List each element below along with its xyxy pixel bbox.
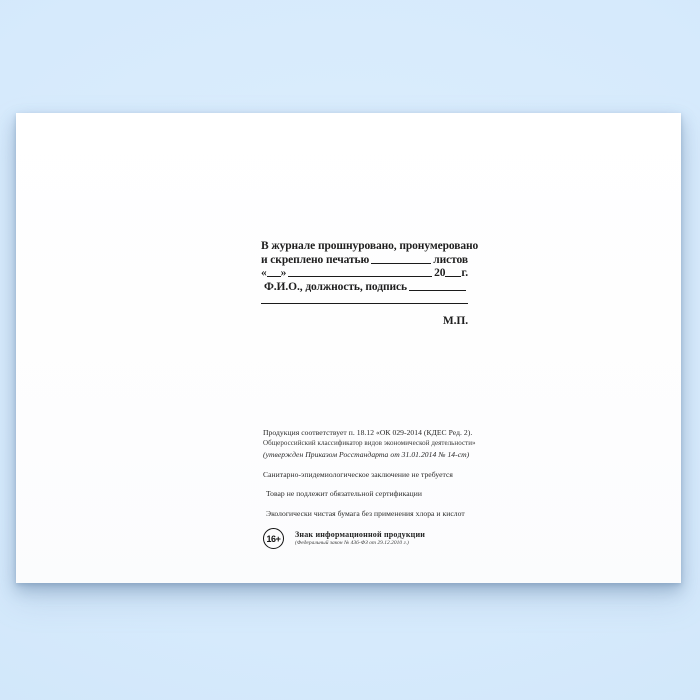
ecology-note: Экологически чистая бумага без применения хлора и кислот bbox=[266, 508, 465, 518]
certification-line-1-text: В журнале прошнуровано, пронумеровано bbox=[261, 240, 479, 253]
binding-certification-block bbox=[261, 239, 479, 328]
product-compliance-block bbox=[263, 428, 476, 549]
age-mark-law-subtitle: (Федеральный закон № 436-ФЗ от 29.12.2010 г.) bbox=[295, 539, 409, 546]
year-blank-field bbox=[445, 274, 461, 277]
compliance-line-2: Общероссийский классификатор видов экономической деятельности» bbox=[263, 439, 476, 448]
age-rating-row bbox=[263, 528, 476, 549]
year-suffix: г. bbox=[461, 267, 468, 280]
stamp-place-label: М.П. bbox=[442, 314, 468, 327]
sheets-count-blank-field bbox=[371, 261, 431, 264]
certification-line-2-suffix: листов bbox=[433, 253, 468, 266]
journal-back-cover-sheet bbox=[16, 113, 681, 583]
signature-continuation-blank-field bbox=[261, 301, 468, 304]
compliance-line-3: (утвержден Приказом Росстандарта от 31.01.2014 № 14-ст) bbox=[263, 449, 470, 459]
compliance-line-1: Продукция соответствует п. 18.12 «ОК 029-2014 (КДЕС Ред. 2). bbox=[263, 428, 473, 437]
year-prefix: 20 bbox=[434, 267, 446, 280]
date-day-blank-field bbox=[267, 274, 281, 277]
close-quote: » bbox=[280, 267, 287, 280]
age-16plus-icon: 16+ bbox=[263, 528, 284, 549]
sanitary-note: Санитарно-эпидемиологическое заключение не требуется bbox=[263, 469, 453, 479]
certification-line-1 bbox=[261, 239, 479, 253]
age-mark-text bbox=[295, 530, 463, 549]
certification-date-line bbox=[261, 266, 468, 279]
age-mark-title: Знак информационной продукции bbox=[295, 529, 426, 539]
certification-note: Товар не подлежит обязательной сертификации bbox=[266, 489, 423, 499]
name-signature-blank-field bbox=[409, 288, 466, 291]
certification-line-2 bbox=[261, 252, 468, 265]
signature-line-label: Ф.И.О., должность, подпись bbox=[264, 280, 408, 293]
certification-signature-line bbox=[261, 279, 468, 292]
date-month-blank-field bbox=[288, 274, 432, 277]
open-quote: « bbox=[261, 267, 267, 280]
signature-continuation-line bbox=[261, 293, 468, 306]
certification-line-2-prefix: и скреплено печатью bbox=[261, 253, 370, 266]
